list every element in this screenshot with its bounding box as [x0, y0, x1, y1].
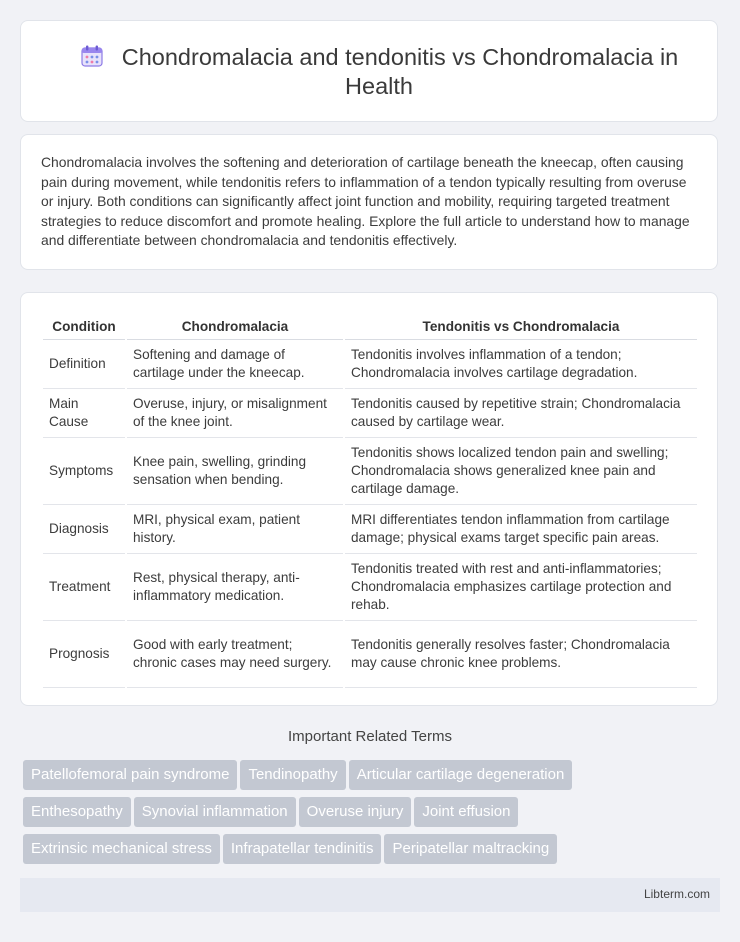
related-terms-list: [23, 760, 723, 871]
cell-chondromalacia: Softening and damage of cartilage under the kneecap.: [127, 340, 343, 389]
related-term-tag[interactable]: Synovial inflammation: [134, 797, 296, 827]
table-row: [43, 554, 697, 621]
related-term-tag[interactable]: Tendinopathy: [240, 760, 345, 790]
row-label: Symptoms: [43, 438, 125, 505]
table-row: [43, 389, 697, 438]
cell-chondromalacia: Good with early treatment; chronic cases may need surgery.: [127, 621, 343, 688]
title-card: [20, 20, 718, 122]
cell-comparison: Tendonitis involves inflammation of a tendon; Chondromalacia involves cartilage degradation.: [345, 340, 697, 389]
cell-comparison: Tendonitis shows localized tendon pain and swelling; Chondromalacia shows generalized knee pain and cartilage damage.: [345, 438, 697, 505]
related-term-tag[interactable]: Overuse injury: [299, 797, 412, 827]
tag-row: [23, 760, 723, 797]
row-label: Prognosis: [43, 621, 125, 688]
cell-comparison: Tendonitis generally resolves faster; Chondromalacia may cause chronic knee problems.: [345, 621, 697, 688]
related-term-tag[interactable]: Articular cartilage degeneration: [349, 760, 573, 790]
cell-chondromalacia: MRI, physical exam, patient history.: [127, 505, 343, 554]
related-term-tag[interactable]: Patellofemoral pain syndrome: [23, 760, 237, 790]
related-term-tag[interactable]: Enthesopathy: [23, 797, 131, 827]
tag-row: [23, 797, 723, 834]
page-title-text: Chondromalacia and tendonitis vs Chondromalacia in Health: [121, 44, 679, 99]
table-row: [43, 621, 697, 688]
cell-comparison: MRI differentiates tendon inflammation from cartilage damage; physical exams target specific pain areas.: [345, 505, 697, 554]
table-row: [43, 505, 697, 554]
intro-card: [20, 134, 718, 270]
comparison-table-card: [20, 292, 718, 706]
cell-chondromalacia: Rest, physical therapy, anti-inflammatory medication.: [127, 554, 343, 621]
table-row: [43, 438, 697, 505]
comparison-table: [41, 313, 699, 688]
calendar-icon: [80, 44, 104, 68]
row-label: Treatment: [43, 554, 125, 621]
footer-bar: [20, 878, 720, 912]
row-label: Diagnosis: [43, 505, 125, 554]
related-term-tag[interactable]: Infrapatellar tendinitis: [223, 834, 382, 864]
related-term-tag[interactable]: Peripatellar maltracking: [384, 834, 557, 864]
table-row: [43, 340, 697, 389]
tag-row: [23, 834, 723, 871]
header-condition: Condition: [43, 313, 125, 340]
page-title: [61, 43, 697, 101]
intro-paragraph: Chondromalacia involves the softening and deterioration of cartilage beneath the kneecap, often causing pain during movement, while tendonitis refers to inflammation of a tendon typically resulting from overuse or injury. Both conditions can significantly affect joint function and mobility, requiring targeted treatment strategies to reduce discomfort and promote healing. Explore the full article to understand how to manage and differentiate between chondromalacia and tendonitis effectively.: [41, 154, 690, 249]
cell-comparison: Tendonitis treated with rest and anti-inflammatories; Chondromalacia emphasizes cartilage protection and rehab.: [345, 554, 697, 621]
header-tendonitis-vs-chondromalacia: Tendonitis vs Chondromalacia: [345, 313, 697, 340]
row-label: Main Cause: [43, 389, 125, 438]
cell-chondromalacia: Knee pain, swelling, grinding sensation when bending.: [127, 438, 343, 505]
table-header-row: [43, 313, 697, 340]
row-label: Definition: [43, 340, 125, 389]
cell-comparison: Tendonitis caused by repetitive strain; Chondromalacia caused by cartilage wear.: [345, 389, 697, 438]
related-term-tag[interactable]: Extrinsic mechanical stress: [23, 834, 220, 864]
cell-chondromalacia: Overuse, injury, or misalignment of the knee joint.: [127, 389, 343, 438]
header-chondromalacia: Chondromalacia: [127, 313, 343, 340]
footer-brand-link[interactable]: Libterm.com: [643, 887, 710, 901]
related-term-tag[interactable]: Joint effusion: [414, 797, 518, 827]
related-terms-title: Important Related Terms: [288, 728, 452, 745]
